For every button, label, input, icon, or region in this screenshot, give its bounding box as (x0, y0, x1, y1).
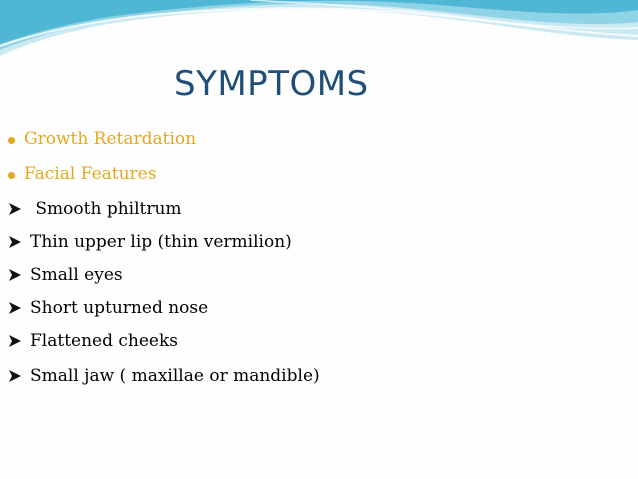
bullet-item (8, 231, 292, 253)
arrow-icon (8, 369, 22, 383)
arrow-icon (8, 202, 22, 216)
bullet-text: Thin upper lip (thin vermilion) (30, 232, 292, 252)
bullet-text: Smooth philtrum (30, 199, 182, 219)
arrow-icon (8, 334, 22, 348)
arrow-icon (8, 268, 22, 282)
slide-title: SYMPTOMS (174, 64, 369, 104)
bullet-item (8, 330, 178, 352)
bullet-text: Short upturned nose (30, 298, 209, 318)
bullet-item (8, 163, 156, 185)
bullet-item (8, 297, 208, 319)
dot-icon (8, 172, 15, 179)
bullet-text: Flattened cheeks (30, 331, 179, 351)
bullet-item (8, 128, 196, 150)
dot-icon (8, 137, 15, 144)
bullet-text: Facial Features (24, 164, 157, 184)
arrow-icon (8, 235, 22, 249)
bullet-item (8, 365, 320, 387)
bullet-text: Small eyes (30, 265, 123, 285)
arrow-icon (8, 301, 22, 315)
bullet-item (8, 264, 123, 286)
bullet-text: Growth Retardation (24, 129, 197, 149)
bullet-text: Small jaw ( maxillae or mandible) (30, 366, 320, 386)
bullet-item (8, 198, 182, 220)
